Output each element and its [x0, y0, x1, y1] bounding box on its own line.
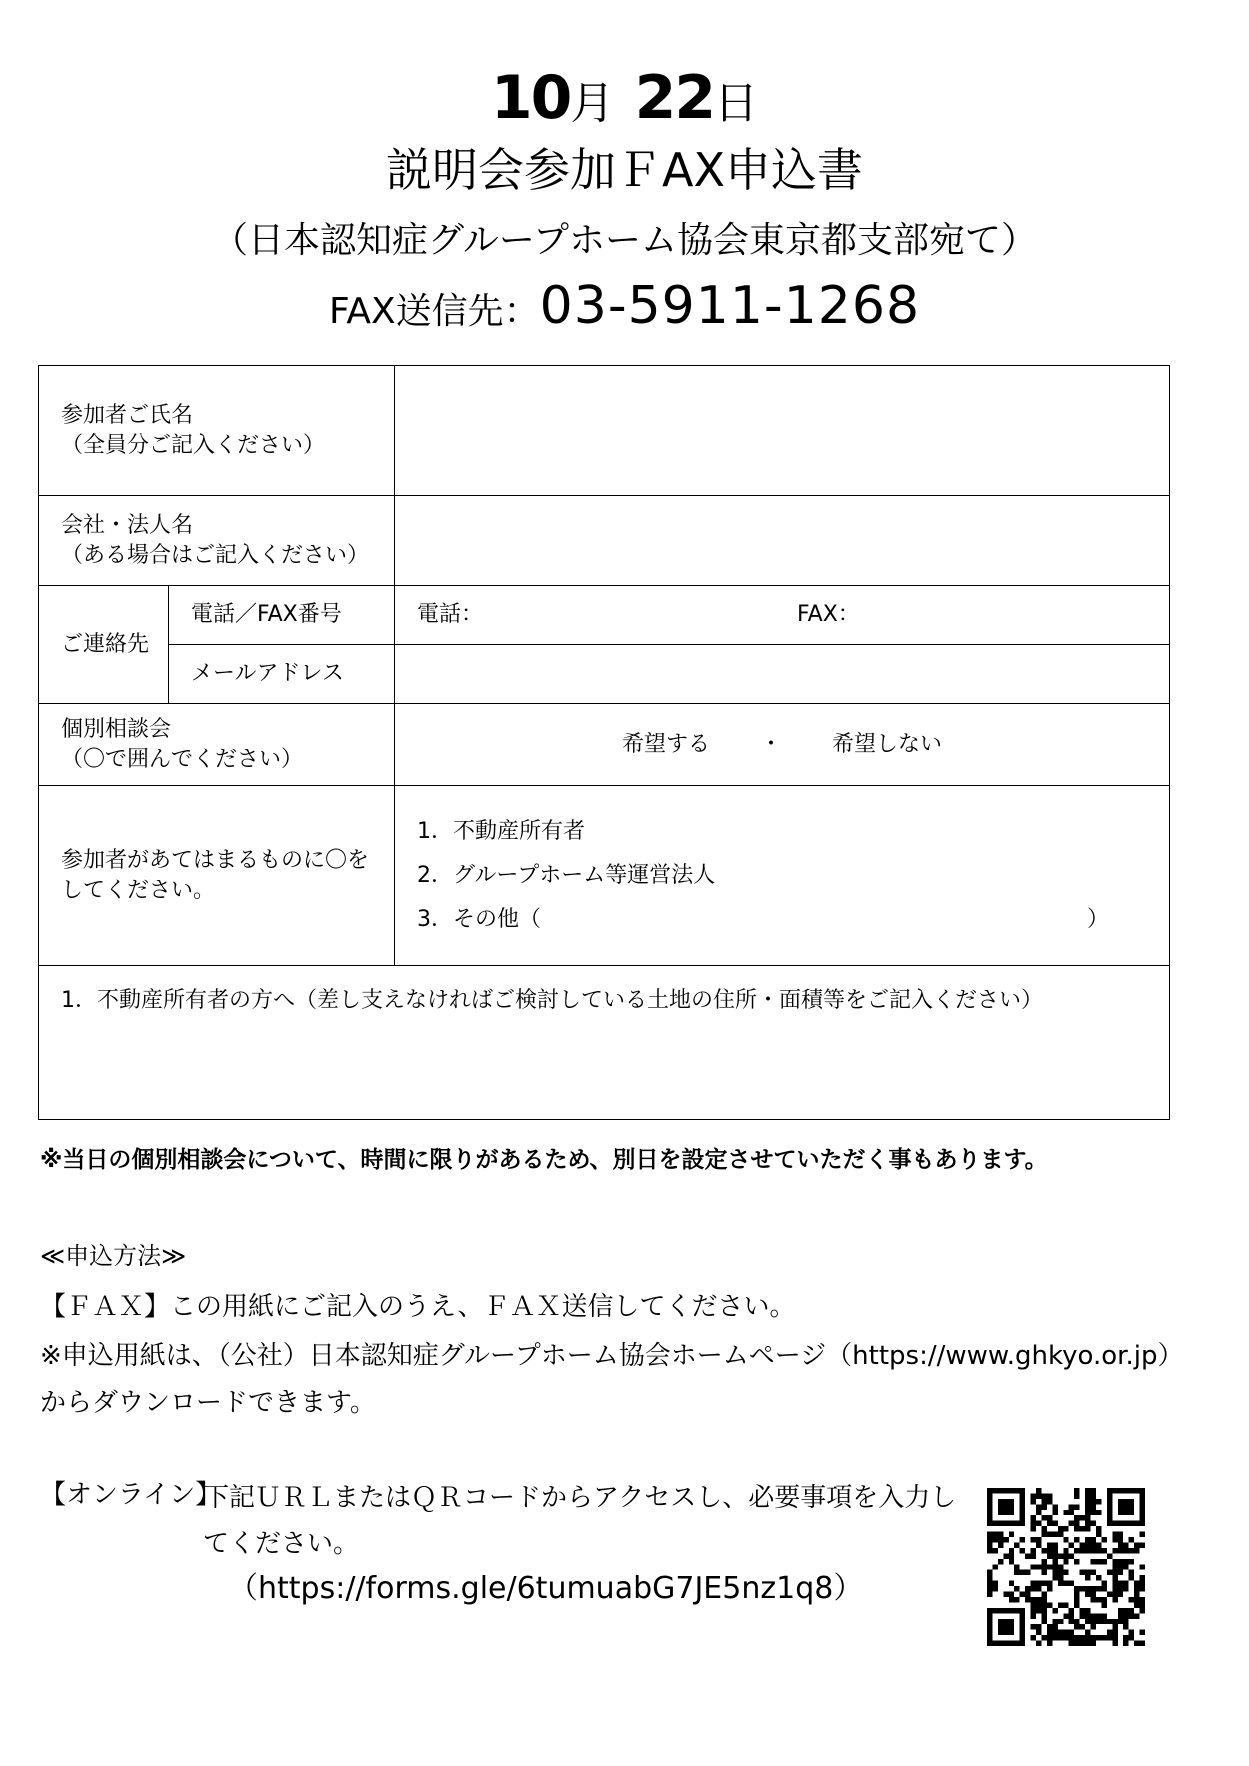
- category-option-owner[interactable]: 1．不動産所有者: [417, 818, 586, 844]
- online-label: 【オンライン】: [40, 1480, 222, 1510]
- page-title: 説明会参加ＦAX申込書: [386, 143, 863, 197]
- email-field[interactable]: [395, 645, 1170, 704]
- online-form-url[interactable]: （https://forms.gle/6tumuabG7JE5nz1q8）: [228, 1571, 864, 1606]
- company-label: 会社・法人名: [61, 512, 194, 538]
- company-note: （ある場合はご記入ください）: [61, 542, 370, 568]
- fax-destination-number: 03-5911-1268: [539, 276, 921, 336]
- fax-prefix: FAX：: [797, 602, 860, 627]
- email-label: メールアドレス: [169, 645, 395, 704]
- page-subtitle: （日本認知症グループホーム協会東京都支部宛て）: [211, 220, 1038, 261]
- participant-name-note: （全員分ご記入ください）: [61, 432, 326, 458]
- consult-note: （〇で囲んでください）: [61, 746, 304, 772]
- category-option-operator[interactable]: 2．グループホーム等運営法人: [417, 862, 716, 888]
- company-field[interactable]: [395, 496, 1170, 586]
- fax-destination-label: FAX送信先：: [328, 291, 540, 332]
- category-options-cell: [395, 786, 1170, 966]
- contact-label: ご連絡先: [39, 586, 169, 704]
- date-month-unit: 月: [570, 78, 615, 129]
- consult-choice-cell: [395, 704, 1170, 786]
- date-day-number: 22: [634, 63, 715, 133]
- participant-name-label-cell: [39, 366, 395, 496]
- phone-prefix: 電話：: [417, 602, 484, 627]
- download-note: ※申込用紙は、（公社）日本認知症グループホーム協会ホームページ（https://www.ghkyo.or.jp）からダウンロードできます。: [40, 1341, 1171, 1418]
- event-date: [0, 62, 1249, 140]
- consult-label-cell: [39, 704, 395, 786]
- application-form: [38, 365, 1170, 1120]
- online-instruction: 下記ＵＲＬまたはＱＲコードからアクセスし、必要事項を入力してください。: [203, 1483, 957, 1559]
- consult-label: 個別相談会: [61, 716, 172, 742]
- participant-name-label: 参加者ご氏名: [61, 402, 194, 428]
- date-day-unit: 日: [714, 78, 759, 129]
- fax-destination: [0, 275, 1249, 343]
- company-label-cell: [39, 496, 395, 586]
- method-heading: ≪申込方法≫: [40, 1242, 187, 1270]
- fax-instruction: 【ＦＡＸ】この用紙にご記入のうえ、ＦＡＸ送信してください。: [40, 1292, 796, 1322]
- phone-fax-label: 電話／FAX番号: [169, 586, 395, 645]
- category-option-other[interactable]: [417, 898, 1169, 942]
- participant-name-field[interactable]: [395, 366, 1170, 496]
- owner-notes-label: 1．不動産所有者の方へ（差し支えなければご検討している土地の住所・面積等をご記入ください）: [61, 988, 1044, 1013]
- qr-code-icon[interactable]: [987, 1488, 1145, 1646]
- consultation-warning: ※当日の個別相談会について、時間に限りがあるため、別日を設定させていただく事もあります。: [40, 1147, 1048, 1173]
- category-label: 参加者があてはまるものに〇をしてください。: [39, 786, 395, 966]
- category-option-other-close: ）: [1086, 906, 1109, 932]
- owner-notes-field[interactable]: [39, 966, 1170, 1120]
- phone-fax-field[interactable]: [395, 586, 1170, 645]
- date-month-number: 10: [490, 63, 571, 133]
- consult-separator: ・: [760, 731, 783, 757]
- consult-no-option[interactable]: 希望しない: [832, 731, 943, 757]
- category-option-other-label: 3．その他（: [417, 906, 542, 932]
- consult-yes-option[interactable]: 希望する: [621, 731, 710, 757]
